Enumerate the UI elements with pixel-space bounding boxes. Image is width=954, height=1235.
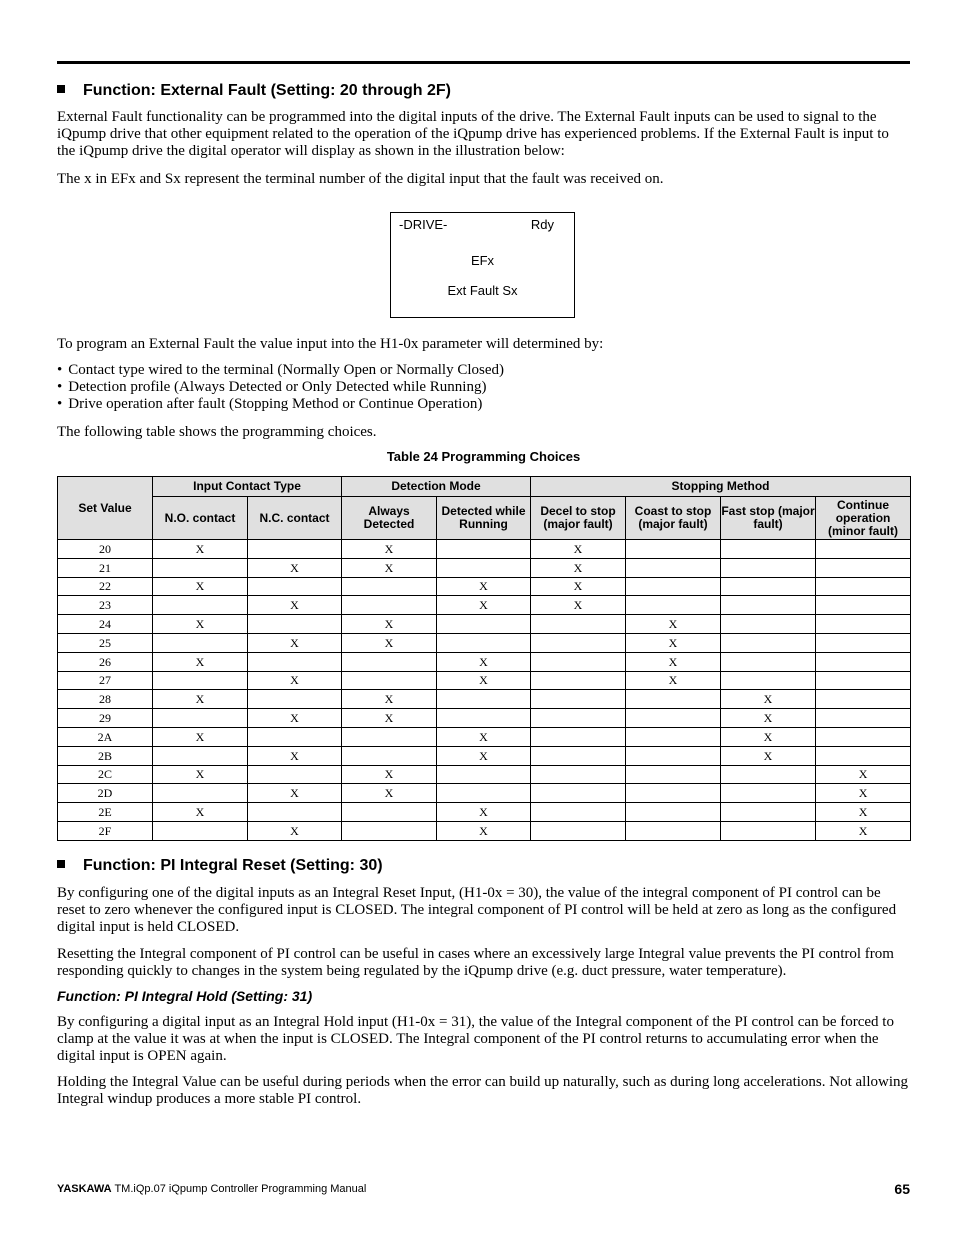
set-value-header: Set Value [58,477,153,540]
set-value-cell: 22 [58,577,153,596]
table-cell: X [153,577,248,596]
column-header: Fast stop (major fault) [721,497,816,540]
table-cell: X [816,784,911,803]
table-cell [721,558,816,577]
column-header: Decel to stop (major fault) [531,497,626,540]
table-cell [153,821,248,840]
table-cell: X [153,615,248,634]
table-cell [153,709,248,728]
table-caption: Table 24 Programming Choices [386,449,581,464]
page-footer [57,1183,910,1195]
table-cell [721,803,816,822]
table-cell [626,821,721,840]
table-cell [248,652,342,671]
table-cell [437,558,531,577]
table-cell: X [248,633,342,652]
table-cell [816,558,911,577]
paragraph: By configuring a digital input as an Integral Hold input (H1-0x = 31), the value of the Integral component of the PI control can be forced to clamp at the value it was at when the input is CLOSED. The Integral component of the PI control returns to accumulating error when the digital input is OPEN again. [57,1014,894,1064]
table-cell: X [153,540,248,559]
table-cell [248,727,342,746]
set-value-cell: 2F [58,821,153,840]
table-cell [721,540,816,559]
section-heading-pi-integral-reset: Function: PI Integral Reset (Setting: 30) [57,856,383,876]
table-cell: X [531,577,626,596]
table-cell [153,596,248,615]
table-cell: X [437,671,531,690]
table-row [58,633,911,652]
table-cell [626,540,721,559]
bullet-list [57,362,504,413]
table-cell: X [437,803,531,822]
table-cell [342,821,437,840]
table-cell [626,803,721,822]
table-cell [342,803,437,822]
table-cell [531,652,626,671]
table-cell: X [153,803,248,822]
table-cell [437,633,531,652]
table-cell [721,633,816,652]
column-header: Detected while Running [437,497,531,540]
table-cell [342,727,437,746]
table-cell: X [816,821,911,840]
table-cell [342,746,437,765]
table-cell [342,652,437,671]
table-row [58,671,911,690]
table-cell: X [721,690,816,709]
display-ready-label: Rdy [530,217,554,232]
table-cell: X [248,821,342,840]
table-cell: X [342,784,437,803]
table-row [58,558,911,577]
set-value-cell: 2E [58,803,153,822]
paragraph: The x in EFx and Sx represent the terminal number of the digital input that the fault was received on. [57,171,664,187]
set-value-cell: 24 [58,615,153,634]
table-row [58,765,911,784]
table-cell: X [531,596,626,615]
table-cell [437,765,531,784]
table-cell [437,540,531,559]
group-header-detection-mode: Detection Mode [342,477,531,497]
table-cell [248,765,342,784]
table-cell: X [342,690,437,709]
table-cell [721,577,816,596]
table-cell: X [721,727,816,746]
table-cell: X [531,558,626,577]
table-cell [721,821,816,840]
table-cell [531,727,626,746]
table-cell: X [248,596,342,615]
table-cell [816,633,911,652]
set-value-cell: 23 [58,596,153,615]
table-row [58,709,911,728]
paragraph: By configuring one of the digital inputs as an Integral Reset Input, (H1-0x = 30), the value of the integral component of PI control can be reset to zero whenever the configured input is CLOSED. The integral component of PI control will be held at zero as long as the configured digital input is held CLOSED. [57,885,897,935]
table-cell [721,596,816,615]
column-header: N.O. contact [153,497,248,540]
column-header: Coast to stop (major fault) [626,497,721,540]
footer-brand: YASKAWA [57,1183,112,1195]
set-value-cell: 2B [58,746,153,765]
table-cell: X [626,615,721,634]
table-cell [626,596,721,615]
table-cell: X [153,727,248,746]
table-cell [531,633,626,652]
table-cell: X [626,652,721,671]
group-header-input-contact: Input Contact Type [153,477,342,497]
table-cell [626,690,721,709]
table-row [58,821,911,840]
table-cell [248,803,342,822]
table-cell: X [721,746,816,765]
paragraph: The following table shows the programming choices. [57,424,377,440]
display-fault-code: EFx [470,253,495,268]
table-cell [437,784,531,803]
table-row [58,540,911,559]
subheading-pi-integral-hold: Function: PI Integral Hold (Setting: 31) [57,988,313,1004]
paragraph: To program an External Fault the value input into the H1-0x parameter will determined by: [57,336,604,352]
table-row [58,652,911,671]
set-value-cell: 21 [58,558,153,577]
table-cell [342,577,437,596]
table-cell [721,615,816,634]
table-row [58,803,911,822]
table-cell [626,727,721,746]
table-cell: X [531,540,626,559]
table-cell: X [342,558,437,577]
table-cell [626,577,721,596]
table-cell [342,596,437,615]
table-cell [248,690,342,709]
table-cell [531,746,626,765]
table-cell: X [342,615,437,634]
table-cell [342,671,437,690]
square-bullet-icon [57,85,65,93]
table-row [58,746,911,765]
table-cell [626,784,721,803]
paragraph: Holding the Integral Value can be useful during periods when the error can build up naturally, such as during long accelerations. Not allowing Integral windup produces a more stable PI control. [57,1074,909,1107]
table-cell [531,690,626,709]
table-row [58,727,911,746]
column-header: Continue operation (minor fault) [816,497,911,540]
table-cell: X [248,671,342,690]
table-cell: X [437,596,531,615]
table-cell: X [153,765,248,784]
table-cell: X [437,577,531,596]
page-number: 65 [894,1181,910,1197]
table-row [58,615,911,634]
digital-operator-display [390,212,575,318]
list-item: • Contact type wired to the terminal (Normally Open or Normally Closed) [57,362,504,379]
table-cell [153,784,248,803]
table-cell: X [437,821,531,840]
table-cell [816,652,911,671]
table-cell [626,709,721,728]
table-cell [626,746,721,765]
table-cell: X [437,652,531,671]
table-row [58,577,911,596]
table-cell: X [816,765,911,784]
table-cell [437,709,531,728]
table-row [58,690,911,709]
table-cell [437,615,531,634]
table-cell [626,765,721,784]
paragraph: External Fault functionality can be programmed into the digital inputs of the drive. The External Fault inputs can be used to signal to the iQpump drive that other equipment related to the operation of the iQpump drive has experienced problems. If the External Fault is input to the iQpump drive the digital operator will display as shown in the illustration below: [57,109,889,159]
list-item: • Drive operation after fault (Stopping Method or Continue Operation) [57,396,504,413]
table-cell [248,540,342,559]
table-row [58,596,911,615]
set-value-cell: 29 [58,709,153,728]
column-header: Always Detected [342,497,437,540]
set-value-cell: 25 [58,633,153,652]
table-cell [816,746,911,765]
table-cell [721,765,816,784]
table-row [58,784,911,803]
table-cell [816,709,911,728]
section-heading-external-fault: Function: External Fault (Setting: 20 through 2F) [57,81,451,101]
table-cell [531,821,626,840]
table-cell: X [153,690,248,709]
set-value-cell: 28 [58,690,153,709]
table-cell [531,615,626,634]
column-header: N.C. contact [248,497,342,540]
table-cell: X [626,633,721,652]
table-cell [816,727,911,746]
table-cell [153,746,248,765]
table-cell: X [342,709,437,728]
table-cell [531,671,626,690]
table-cell [721,784,816,803]
table-cell [248,615,342,634]
table-cell: X [437,746,531,765]
table-cell [531,765,626,784]
table-cell [816,690,911,709]
list-item: • Detection profile (Always Detected or Only Detected while Running) [57,379,504,396]
table-cell [531,803,626,822]
table-cell: X [153,652,248,671]
footer-document-title: TM.iQp.07 iQpump Controller Programming Manual [111,1183,367,1195]
table-cell: X [248,709,342,728]
table-cell [153,633,248,652]
table-cell [153,558,248,577]
display-fault-text: Ext Fault Sx [447,283,518,298]
table-cell: X [342,765,437,784]
table-cell [816,577,911,596]
table-cell [816,671,911,690]
square-bullet-icon [57,860,65,868]
table-cell: X [248,784,342,803]
table-cell [248,577,342,596]
table-cell: X [342,540,437,559]
table-cell: X [248,558,342,577]
top-rule [57,61,910,64]
programming-choices-table [57,476,911,841]
table-cell: X [816,803,911,822]
table-cell [721,652,816,671]
table-cell [531,709,626,728]
table-cell [816,596,911,615]
table-cell [816,540,911,559]
set-value-cell: 2D [58,784,153,803]
table-cell [721,671,816,690]
table-cell: X [248,746,342,765]
set-value-cell: 27 [58,671,153,690]
paragraph: Resetting the Integral component of PI control can be useful in cases where an excessively large Integral value prevents the PI control from responding quickly to changes in the system being regulated by the iQpump drive (e.g. duct pressure, water temperature). [57,946,894,979]
table-cell [816,615,911,634]
set-value-cell: 2A [58,727,153,746]
table-cell: X [626,671,721,690]
table-cell [531,784,626,803]
set-value-cell: 2C [58,765,153,784]
set-value-cell: 20 [58,540,153,559]
table-cell [437,690,531,709]
table-cell [626,558,721,577]
table-cell: X [342,633,437,652]
table-cell: X [437,727,531,746]
group-header-stopping-method: Stopping Method [531,477,911,497]
table-cell: X [721,709,816,728]
set-value-cell: 26 [58,652,153,671]
table-cell [153,671,248,690]
display-drive-label: -DRIVE- [399,217,448,232]
